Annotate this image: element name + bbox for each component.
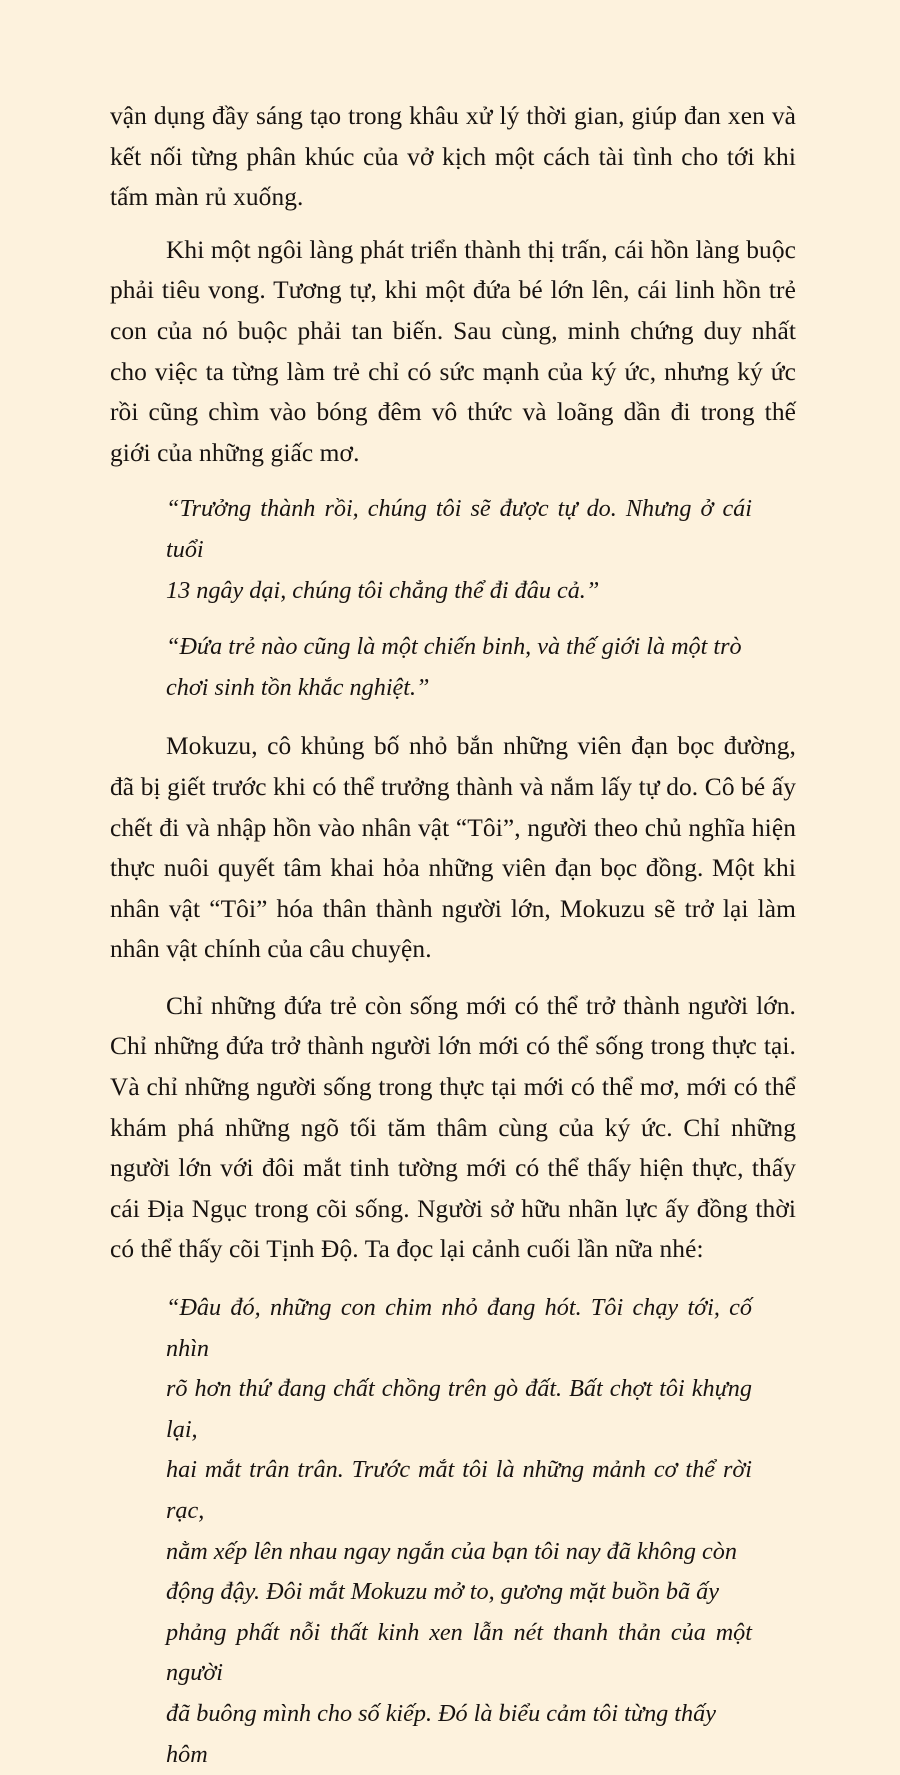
quote-line: động đậy. Đôi mắt Mokuzu mở to, gương mặt buồn bã ấy — [166, 1578, 719, 1606]
quote-line: chơi sinh tồn khắc nghiệt.” — [166, 673, 430, 701]
quote-spacer-top — [110, 1270, 796, 1288]
paragraph-mokuzu: Mokuzu, cô khủng bố nhỏ bắn những viên đạn bọc đường, đã bị giết trước khi có thể trưởng thành và nắm lấy tự do. Cô bé ấy chết đi và nhập hồn vào nhân vật “Tôi”, người theo chủ nghĩa hiện thực nuôi quyết tâm khai hỏa những viên đạn bọc đồng. Một khi nhân vật “Tôi” hóa thân thành người lớn, Mokuzu sẽ trở lại làm nhân vật chính của câu chuyện. — [110, 732, 796, 964]
page-text-block — [110, 96, 796, 1775]
blockquote-warrior — [166, 627, 752, 708]
quote-line: nằm xếp lên nhau ngay ngắn của bạn tôi nay đã không còn — [166, 1537, 737, 1565]
quote-line: phảng phất nỗi thất kinh xen lẫn nét thanh thản của một người — [166, 1618, 752, 1687]
quote-line: “Trưởng thành rồi, chúng tôi sẽ được tự do. Nhưng ở cái tuổi — [166, 495, 752, 563]
paragraph-continuation: vận dụng đầy sáng tạo trong khâu xử lý thời gian, giúp đan xen và kết nối từng phân khúc của vở kịch một cách tài tình cho tới khi tấm màn rủ xuống. — [110, 102, 796, 212]
blockquote-freedom — [166, 489, 752, 611]
quote-spacer-bottom — [110, 708, 796, 726]
paragraph-adults-reality: Chỉ những đứa trẻ còn sống mới có thể trở thành người lớn. Chỉ những đứa trở thành người lớn mới có thể sống trong thực tại. Và chỉ những người sống trong thực tại mới có thể mơ, mới có thể khám phá những ngõ tối tăm thâm cùng của ký ức. Chỉ những người lớn với đôi mắt tinh tường mới có thể thấy hiện thực, thấy cái Địa Ngục trong cõi sống. Người sở hữu nhãn lực ấy đồng thời có thể thấy cõi Tịnh Độ. Ta đọc lại cảnh cuối lần nữa nhé: — [110, 991, 796, 1264]
quote-line: đã buông mình cho số kiếp. Đó là biểu cảm tôi từng thấy hôm — [166, 1699, 716, 1768]
quote-spacer-between — [110, 611, 796, 627]
paragraph-spacer — [110, 218, 796, 230]
quote-line: “Đâu đó, những con chim nhỏ đang hót. Tôi chạy tới, cố nhìn — [166, 1294, 752, 1362]
quote-line: “Đứa trẻ nào cũng là một chiến binh, và thế giới là một trò — [166, 633, 742, 661]
paragraph-village-soul: Khi một ngôi làng phát triển thành thị trấn, cái hồn làng buộc phải tiêu vong. Tương tự, khi một đứa bé lớn lên, cái linh hồn trẻ con của nó buộc phải tan biến. Sau cùng, minh chứng duy nhất cho việc ta từng làm trẻ chỉ có sức mạnh của ký ức, nhưng ký ức rồi cũng chìm vào bóng đêm vô thức và loãng dần đi trong thế giới của những giấc mơ. — [110, 235, 796, 467]
quote-spacer-top — [110, 473, 796, 489]
paragraph-spacer — [110, 970, 796, 986]
quote-line: rõ hơn thứ đang chất chồng trên gò đất. Bất chợt tôi khựng lại, — [166, 1375, 752, 1443]
quote-line: 13 ngây dại, chúng tôi chẳng thể đi đâu cả.” — [166, 576, 600, 604]
quote-line: hai mắt trân trân. Trước mắt tôi là những mảnh cơ thể rời rạc, — [166, 1456, 752, 1524]
blockquote-final-scene — [166, 1288, 752, 1775]
